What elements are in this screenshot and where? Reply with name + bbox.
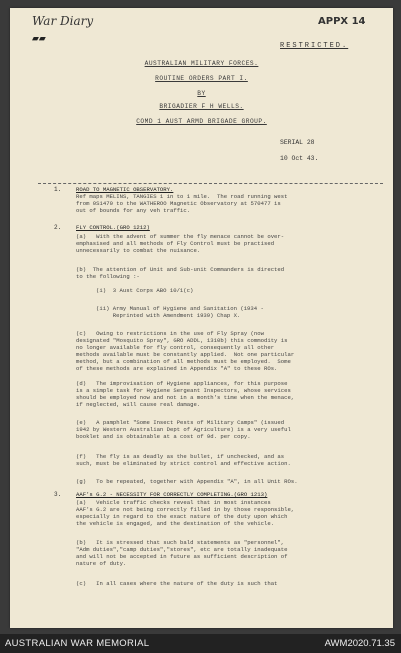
- item-2b-text: (b) The attention of Unit and Sub-unit Commanders is directed to the following :-: [76, 266, 285, 280]
- item-3b-text: (b) It is stressed that such bald statements as "personnel", "Adm duties","camp duties","stores", etc are totally inadequate and will not be accepted in future as sufficient description of nature of duty.: [76, 539, 288, 567]
- footer-bar: [0, 634, 401, 653]
- header-line-1: AUSTRALIAN MILITARY FORCES.: [144, 60, 259, 67]
- item-3a-text: (a) Vehicle traffic checks reveal that in most instances AAF's G.2 are not being correctly filled in by those responsible, especially in regard to the exact nature of the duty upon which the vehicle is engaged, and the destination of the vehicle.: [76, 499, 295, 527]
- divider: [38, 183, 383, 184]
- handwritten-appendix: APPX 14: [318, 16, 366, 27]
- item-2d-text: (d) The improvisation of Hygiene appliances, for this purpose is a simple task for Hygiene Sergeant Inspectors, whose services should be employed now and not in a month's time when the menace, if neglected, will cause real damage.: [76, 380, 295, 408]
- item-2a-text: (a) With the advent of summer the fly menace cannot be over- emphasised and all methods of Fly Control must be practised unnecessarily to combat the nuisance.: [76, 233, 285, 254]
- item-2-heading: FLY CONTROL.(GRO 1212): [76, 224, 150, 231]
- footer-institution: AUSTRALIAN WAR MEMORIAL: [5, 638, 150, 649]
- item-2e-text: (e) A pamphlet "Some Insect Pests of Military Camps" (issued 1942 by Western Australian Dept of Agriculture) is a very useful booklet and is obtainable at a cost of 9d. per copy.: [76, 419, 291, 440]
- item-2c-text: (c) Owing to restrictions in the use of Fly Spray (now designated "Mosquito Spray", GRO ADDL, 1310b) this commodity is no longer available for fly control, consequently all other methods available must be constantly applied. Not one particular method, but a combination of all methods must be employed. Some of these methods are explained in Appendix "A" to these ROs.: [76, 330, 295, 372]
- item-number-1: 1.: [54, 186, 62, 193]
- header-line-3: BY: [197, 90, 206, 97]
- footer-accession: AWM2020.71.35: [324, 638, 395, 649]
- item-number-2: 2.: [54, 224, 62, 231]
- header-line-5: COMD 1 AUST ARMD BRIGADE GROUP.: [136, 118, 267, 125]
- document-page: [10, 8, 393, 628]
- item-3c-text: (c) In all cases where the nature of the duty is such that: [76, 580, 278, 587]
- item-3-heading: AAF's G.2 - NECESSITY FOR CORRECTLY COMPLETING.(GRO 1213): [76, 491, 268, 498]
- item-2b-i: (i) 3 Aust Corps ABO 10/1(c): [96, 287, 194, 294]
- item-2g-text: (g) To be repeated, together with Appendix "A", in all Unit ROs.: [76, 478, 298, 485]
- serial-number: SERIAL 28: [280, 139, 315, 146]
- item-2f-text: (f) The fly is as deadly as the bullet, if unchecked, and as such, must be eliminated by strict control and effective action.: [76, 453, 291, 467]
- item-1-text: Ref maps MELINS, TANGIES 1 in to 1 mile. The road running west from 0S1470 to the WATHEROO Magnetic Observatory at 570477 is out of bounds for any veh traffic.: [76, 193, 288, 214]
- header-line-2: ROUTINE ORDERS PART I.: [155, 75, 248, 82]
- header-line-4: BRIGADIER F H WELLS.: [159, 103, 244, 110]
- item-1-heading: ROAD TO MAGNETIC OBSERVATORY.: [76, 186, 174, 193]
- handwritten-war-diary: War Diary: [32, 14, 94, 28]
- handwritten-mark: ▰▰: [32, 34, 46, 44]
- restricted-label: RESTRICTED.: [280, 42, 349, 50]
- item-number-3: 3.: [54, 491, 62, 498]
- item-2b-ii: (ii) Army Manual of Hygiene and Sanitation (1934 - Reprinted with Amendment 1939) Chap X.: [96, 305, 264, 319]
- serial-date: 10 Oct 43.: [280, 155, 319, 162]
